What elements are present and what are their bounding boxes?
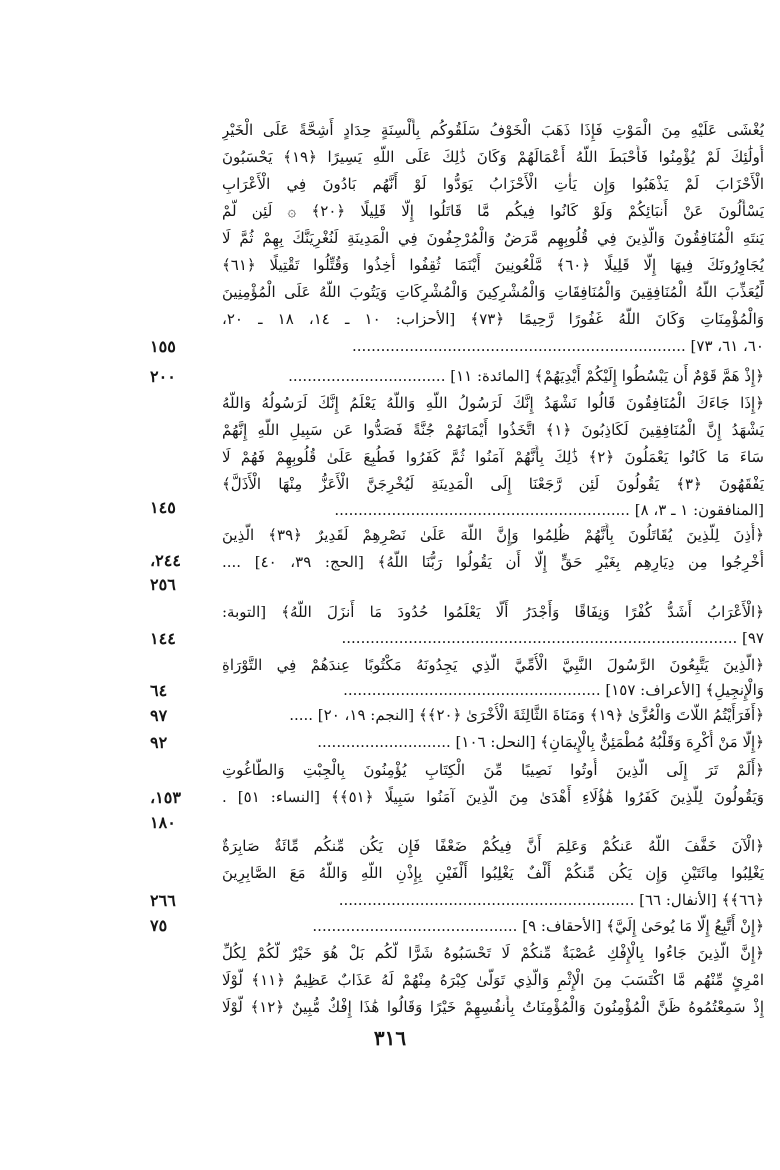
text-line: وَالْإِنجِيلِ﴾ [الأعراف: ١٥٧] ...................................................... — [343, 681, 764, 699]
text-line: ٦٠، ٦١، ٧٣] ...................................................................... — [352, 337, 764, 355]
text-line: ﴿إِنْ أَتَّبِعُ إِلَّا مَا يُوحَىٰ إِلَيَّ﴾ [الأحقاف: ٩] ........................................... — [312, 917, 764, 935]
text-line: أُخْرِجُوا مِن دِيَارِهِم بِغَيْرِ حَقٍّ إِلَّا أَن يَقُولُوا رَبُّنَا اللَّهُ﴾ [الحج: ٣٩، ٤٠] .... — [222, 553, 764, 571]
text-line: ﴿أَفَرَأَيْتُمُ اللَّاتَ وَالْعُزَّىٰ ﴿١٩﴾ وَمَنَاةَ الثَّالِثَةَ الْأُخْرَىٰ ﴿٢٠﴾﴾ [النجم: ١٩، ٢٠] ..... — [289, 706, 764, 724]
text-line: ﴿إِذْ هَمَّ قَوْمٌ أَن يَبْسُطُوا إِلَيْكُمْ أَيْدِيَهُمْ﴾ [المائدة: ١١] ................................. — [288, 367, 764, 385]
text-line: يُجَاوِرُونَكَ فِيهَا إِلَّا قَلِيلًا ﴿٦٠﴾ مَّلْعُونِينَ أَيْنَمَا ثُقِفُوا أُخِذُوا وَقُتِّلُوا تَقْتِيلًا ﴿٦١﴾ — [222, 256, 764, 274]
text-line: يَفْقَهُونَ ﴿٣﴾ يَقُولُونَ لَئِن رَّجَعْنَا إِلَى الْمَدِينَةِ لَيُخْرِجَنَّ الْأَعَزُّ مِنْهَا الْأَذَلَّ﴾ — [222, 475, 764, 493]
text-line: أُولَٰئِكَ لَمْ يُؤْمِنُوا فَأَحْبَطَ اللَّهُ أَعْمَالَهُمْ وَكَانَ ذَٰلِكَ عَلَى اللَّهِ يَسِيرًا ﴿١٩﴾ يَحْسَبُونَ — [222, 148, 764, 166]
text-line: ﴿إِنَّ الَّذِينَ جَاءُوا بِالْإِفْكِ عُصْبَةٌ مِّنكُمْ لَا تَحْسَبُوهُ شَرًّا لَّكُم بَلْ هُوَ خَيْرٌ لَّكُمْ لِكُلِّ — [222, 944, 764, 962]
text-line: يَشْهَدُ إِنَّ الْمُنَافِقِينَ لَكَاذِبُونَ ﴿١﴾ اتَّخَذُوا أَيْمَانَهُمْ جُنَّةً فَصَدُّوا عَن سَبِيلِ اللَّهِ إِنَّهُمْ — [222, 421, 764, 439]
text-line: يُغْشَى عَلَيْهِ مِنَ الْمَوْتِ فَإِذَا ذَهَبَ الْخَوْفُ سَلَقُوكُم بِأَلْسِنَةٍ حِدَادٍ أَشِحَّةً عَلَى الْخَيْرِ — [222, 121, 764, 139]
page-reference: ١٨٠ — [150, 813, 176, 832]
text-line: ﴿٦٦﴾﴾ [الأنفال: ٦٦] .............................................................. — [338, 891, 764, 909]
text-line: ﴿أُذِنَ لِلَّذِينَ يُقَاتَلُونَ بِأَنَّهُمْ ظُلِمُوا وَإِنَّ اللَّهَ عَلَىٰ نَصْرِهِمْ لَقَدِيرٌ ﴿٣٩﴾ الَّذِينَ — [222, 526, 764, 544]
page-reference: ٢٥٦ — [150, 575, 176, 594]
text-line: امْرِئٍ مِّنْهُم مَّا اكْتَسَبَ مِنَ الْإِثْمِ وَالَّذِي تَوَلَّىٰ كِبْرَهُ مِنْهُمْ لَهُ عَذَابٌ عَظِيمٌ ﴿١١﴾ لَّوْلَا — [222, 971, 764, 989]
text-line: وَيَقُولُونَ لِلَّذِينَ كَفَرُوا هَٰؤُلَاءِ أَهْدَىٰ مِنَ الَّذِينَ آمَنُوا سَبِيلًا ﴿٥١﴾﴾ [النساء: ٥١] . — [222, 788, 764, 806]
text-line: وَالْمُؤْمِنَاتِ وَكَانَ اللَّهُ غَفُورًا رَّحِيمًا ﴿٧٣﴾ [الأحزاب: ١٠ ـ ١٤، ١٨ ـ ٢٠، — [222, 310, 764, 328]
text-line: ﴿إِذَا جَاءَكَ الْمُنَافِقُونَ قَالُوا نَشْهَدُ إِنَّكَ لَرَسُولُ اللَّهِ وَاللَّهُ يَعْلَمُ إِنَّكَ لَرَسُولُهُ وَاللَّهُ — [222, 394, 764, 412]
page-reference: ٩٧ — [150, 706, 168, 725]
text-line: ﴿أَلَمْ تَرَ إِلَى الَّذِينَ أُوتُوا نَصِيبًا مِّنَ الْكِتَابِ يُؤْمِنُونَ بِالْجِبْتِ وَالطَّاغُوتِ — [222, 761, 764, 779]
page-reference: ٦٤ — [150, 681, 168, 700]
text-line: [المنافقون: ١ ـ ٣، ٨] .............................................................. — [334, 501, 764, 519]
text-line: ﴿إِلَّا مَنْ أُكْرِهَ وَقَلْبُهُ مُطْمَئِنٌّ بِالْإِيمَانِ﴾ [النحل: ١٠٦] ............................ — [317, 733, 764, 751]
page-number: ٣١٦ — [373, 1026, 407, 1050]
text-line: سَاءَ مَا كَانُوا يَعْمَلُونَ ﴿٢﴾ ذَٰلِكَ بِأَنَّهُمْ آمَنُوا ثُمَّ كَفَرُوا فَطُبِعَ عَلَىٰ قُلُوبِهِمْ فَهُمْ لَا — [222, 448, 764, 466]
page-reference: ٩٢ — [150, 733, 168, 752]
text-line: يَسْأَلُونَ عَنْ أَنبَائِكُمْ وَلَوْ كَانُوا فِيكُم مَّا قَاتَلُوا إِلَّا قَلِيلًا ﴿٢٠﴾ ۞ لَئِن لَّمْ — [222, 202, 764, 220]
text-line: يَغْلِبُوا مِائَتَيْنِ وَإِن يَكُن مِّنكُمْ أَلْفٌ يَغْلِبُوا أَلْفَيْنِ بِإِذْنِ اللَّهِ وَاللَّهُ مَعَ الصَّابِرِينَ — [222, 864, 764, 882]
text-line: ﴿الْآنَ خَفَّفَ اللَّهُ عَنكُمْ وَعَلِمَ أَنَّ فِيكُمْ ضَعْفًا فَإِن يَكُن مِّنكُم مِّائَةٌ صَابِرَةٌ — [222, 837, 764, 855]
text-line: يَنتَهِ الْمُنَافِقُونَ وَالَّذِينَ فِي قُلُوبِهِم مَّرَضٌ وَالْمُرْجِفُونَ فِي الْمَدِينَةِ لَنُغْرِيَنَّكَ بِهِمْ ثُمَّ لَا — [222, 229, 764, 247]
text-line: ﴿الَّذِينَ يَتَّبِعُونَ الرَّسُولَ النَّبِيَّ الْأُمِّيَّ الَّذِي يَجِدُونَهُ مَكْتُوبًا عِندَهُمْ فِي التَّوْرَاةِ — [222, 656, 764, 674]
page-reference: ٧٥ — [150, 916, 168, 935]
page-reference: ١٤٥ — [150, 498, 176, 517]
page-reference: ٢٦٦ — [150, 891, 176, 910]
text-line: ﴿الْأَعْرَابُ أَشَدُّ كُفْرًا وَنِفَاقًا وَأَجْدَرُ أَلَّا يَعْلَمُوا حُدُودَ مَا أَنزَلَ اللَّهُ﴾ [التوبة: — [222, 603, 764, 621]
page-reference: ١٥٣، — [150, 788, 181, 807]
text-line: الْأَحْزَابَ لَمْ يَذْهَبُوا وَإِن يَأْتِ الْأَحْزَابُ يَوَدُّوا لَوْ أَنَّهُم بَادُونَ فِي الْأَعْرَابِ — [222, 175, 764, 193]
text-line: لِّيُعَذِّبَ اللَّهُ الْمُنَافِقِينَ وَالْمُنَافِقَاتِ وَالْمُشْرِكِينَ وَالْمُشْرِكَاتِ وَيَتُوبَ اللَّهُ عَلَى الْمُؤْمِنِينَ — [222, 283, 764, 301]
page-reference: ١٤٤ — [150, 629, 176, 648]
page-reference: ٢٤٤، — [150, 551, 181, 570]
page-reference: ١٥٥ — [150, 337, 176, 356]
text-line: إِذْ سَمِعْتُمُوهُ ظَنَّ الْمُؤْمِنُونَ وَالْمُؤْمِنَاتُ بِأَنفُسِهِمْ خَيْرًا وَقَالُوا هَٰذَا إِفْكٌ مُّبِينٌ ﴿١٢﴾ لَّوْلَا — [222, 998, 764, 1016]
text-line: ٩٧] ................................................................................... — [341, 629, 764, 647]
page-reference: ٢٠٠ — [150, 367, 176, 386]
